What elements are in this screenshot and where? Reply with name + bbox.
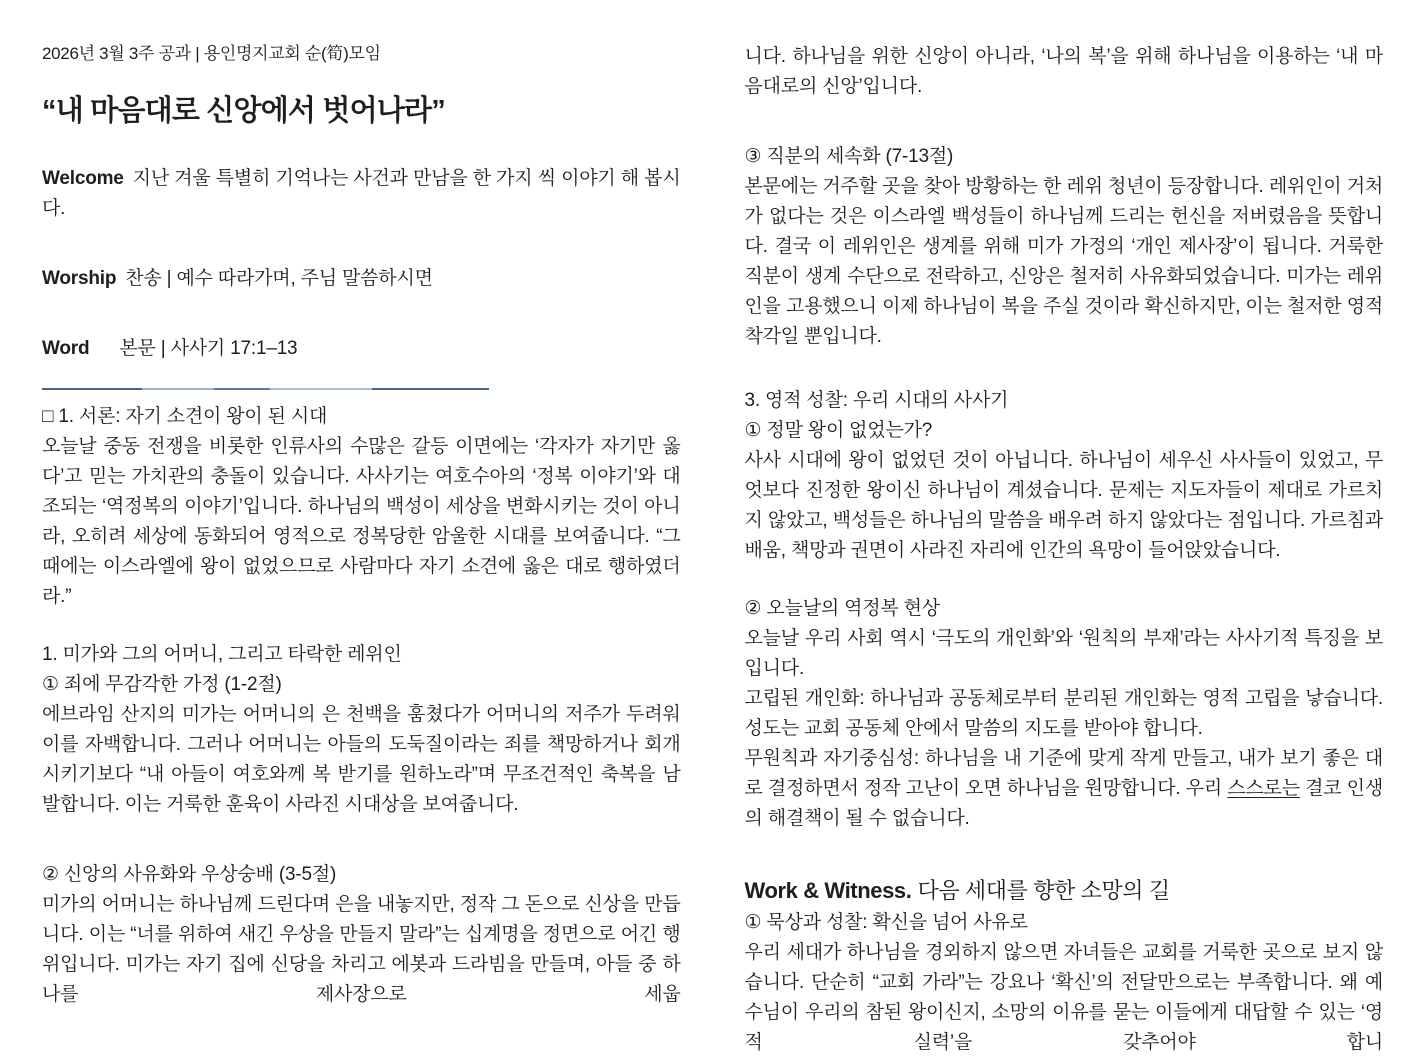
worship-text: 찬송 | 예수 따라가며, 주님 말씀하시면 [125, 268, 433, 289]
right-column [744, 42, 1384, 1053]
subsection1-heading: ① 죄에 무감각한 가정 (1-2절) [42, 674, 282, 695]
section-divider-rule [42, 388, 489, 390]
work-witness-label: Work & Witness. [744, 878, 912, 903]
subsection2-heading: ② 신앙의 사유화와 우상숭배 (3-5절) [42, 864, 337, 885]
work-witness-heading [745, 874, 1384, 908]
section2-heading: 1. 미가와 그의 어머니, 그리고 타락한 레위인 [42, 644, 402, 665]
subsection5-heading: ② 오늘날의 역정복 현상 [744, 598, 940, 619]
subsection6-heading: ① 묵상과 성찰: 확신을 넘어 사유로 [744, 912, 1028, 933]
subsection3-heading: ③ 직분의 세속화 (7-13절) [744, 146, 954, 167]
welcome-text: 지난 겨울 특별히 기억나는 사건과 만남을 한 가지 씩 이야기 해 봅시다. [42, 168, 681, 219]
subsection3-paragraph: 본문에는 거주할 곳을 찾아 방황하는 한 레위 청년이 등장합니다. 레위인이 거처가 없다는 것은 이스라엘 백성들이 하나님께 드리는 헌신을 저버렸음을 뜻합니다. 결국 이 레위인은 생계를 위해 미가 가정의 ‘개인 제사장’이 됩니다. 거룩한 직분이 생계 수단으로 전락하고, 신앙은 철저히 사유화되었습니다. 미가는 레위인을 고용했으니 이제 하나님이 복을 주실 것이라 확신하지만, 이는 철저한 영적 착각일 뿐입니다. [744, 176, 1383, 347]
subsection5-paragraph-2: 고립된 개인화: 하나님과 공동체로부터 분리된 개인화는 영적 고립을 낳습니다. 성도는 교회 공동체 안에서 말씀의 지도를 받아야 합니다. [744, 688, 1383, 739]
subsection5-paragraph-1: 오늘날 우리 사회 역시 ‘극도의 개인화’와 ‘원칙의 부재’라는 사사기적 특징을 보입니다. [744, 628, 1383, 679]
subsection4-heading: ① 정말 왕이 없었는가? [744, 420, 933, 441]
continued-paragraph: 니다. 하나님을 위한 신앙이 아니라, ‘나의 복’을 위해 하나님을 이용하는 ‘내 마음대로의 신앙’입니다. [744, 46, 1383, 97]
underlined-word: 스스로는 [1227, 778, 1300, 799]
section1-paragraph: 오늘날 중동 전쟁을 비롯한 인류사의 수많은 갈등 이면에는 ‘각자가 자기만 옳다’고 믿는 가치관의 충돌이 있습니다. 사사기는 여호수아의 ‘정복 이야기’와 대조되는 ‘역정복의 이야기’입니다. 하나님의 백성이 세상을 변화시키는 것이 아니라, 오히려 세상에 동화되어 영적으로 정복당한 암울한 시대를 보여줍니다. “그때에는 이스라엘에 왕이 없었으므로 사람마다 자기 소견에 옳은 대로 행하였더라.” [42, 436, 681, 607]
section3-heading: 3. 영적 성찰: 우리 시대의 사사기 [744, 390, 1009, 411]
welcome-label: Welcome [42, 168, 124, 189]
welcome-line [42, 164, 681, 224]
worship-label: Worship [42, 268, 117, 289]
word-label: Word [42, 338, 90, 359]
word-text: 본문 | 사사기 17:1–13 [119, 338, 298, 359]
subsection5-paragraph-3 [745, 744, 1384, 834]
page-title: “내 마음대로 신앙에서 벗어나라” [42, 95, 445, 127]
worship-line [42, 264, 681, 294]
paragraph-text-post: 결코 인생의 해결책이 될 수 없습니다. [744, 778, 1383, 829]
work-witness-title: 다음 세대를 향한 소망의 길 [917, 878, 1170, 903]
subsection6-paragraph: 우리 세대가 하나님을 경외하지 않으면 자녀들은 교회를 거룩한 곳으로 보지 않습니다. 단순히 “교회 가라”는 강요나 ‘확신’의 전달만으로는 부족합니다. 왜 예수님이 우리의 참된 왕이신지, 소망의 이유를 묻는 이들에게 대답할 수 있는 ‘영적 실력’을 갖추어야 합니 [744, 942, 1383, 1053]
subsection2-paragraph: 미가의 어머니는 하나님께 드린다며 은을 내놓지만, 정작 그 돈으로 신상을 만듭니다. 이는 “너를 위하여 새긴 우상을 만들지 말라”는 십계명을 정면으로 어긴 행위입니다. 미가는 자기 집에 신당을 차리고 에봇과 드라빔을 만들며, 아들 중 하나를 제사장으로 세웁 [42, 894, 681, 1005]
section1-heading: □ 1. 서론: 자기 소견이 왕이 된 시대 [42, 406, 328, 427]
subsection4-paragraph: 사사 시대에 왕이 없었던 것이 아닙니다. 하나님이 세우신 사사들이 있었고, 무엇보다 진정한 왕이신 하나님이 계셨습니다. 문제는 지도자들이 제대로 가르치지 않았고, 백성들은 하나님의 말씀을 배우려 하지 않았다는 점입니다. 가르침과 배움, 책망과 권면이 사라진 자리에 인간의 욕망이 들어앉았습니다. [744, 450, 1383, 561]
paragraph-text-pre: 무원칙과 자기중심성: 하나님을 내 기준에 맞게 작게 만들고, 내가 보기 좋은 대로 결정하면서 정작 고난이 오면 하나님을 원망합니다. 우리 [744, 748, 1383, 799]
word-line [42, 334, 681, 364]
left-column [42, 42, 681, 1005]
subsection1-paragraph: 에브라임 산지의 미가는 어머니의 은 천백을 훔쳤다가 어머니의 저주가 두려워 이를 자백합니다. 그러나 어머니는 아들의 도둑질이라는 죄를 책망하거나 회개시키기보다 “내 아들이 여호와께 복 받기를 원하노라”며 무조건적인 축복을 남발합니다. 이는 거룩한 훈육이 사라진 시대상을 보여줍니다. [42, 704, 681, 815]
issue-meta: 2026년 3월 3주 공과 | 용인명지교회 순(筍)모임 [42, 44, 381, 63]
